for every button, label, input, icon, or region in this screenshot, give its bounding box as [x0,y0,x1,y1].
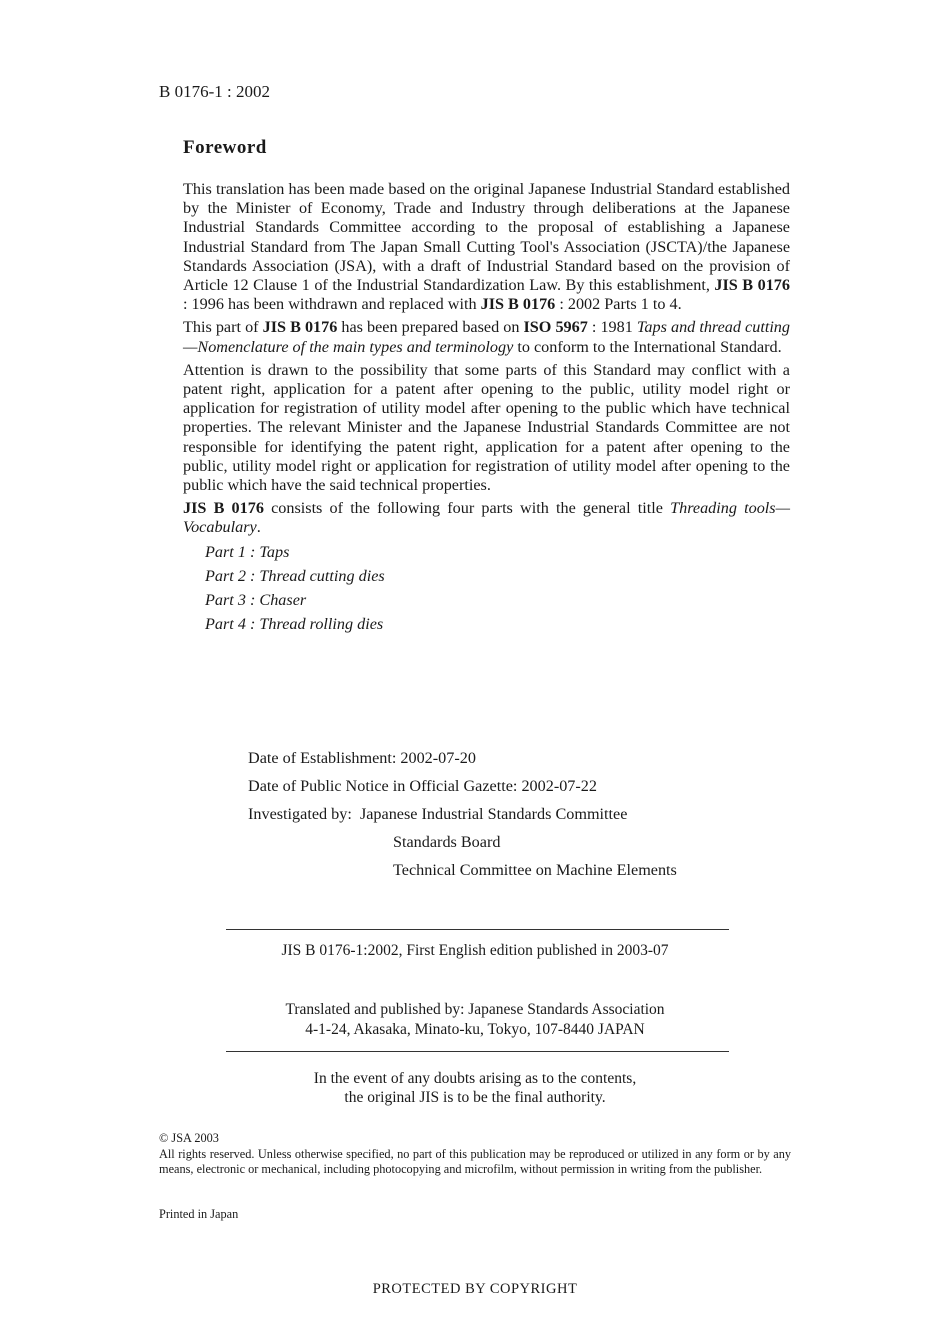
dates-block [248,748,677,888]
edition-line: JIS B 0176-1:2002, First English edition published in 2003-07 [281,942,669,959]
publisher-line-1: Translated and published by: Japanese Standards Association [285,1001,665,1018]
copyright-footer: PROTECTED BY COPYRIGHT [372,1281,578,1297]
foreword-paragraph-4 [183,499,790,537]
investigated-line-1: Japanese Industrial Standards Committee [359,805,628,823]
part-item-3: Part 3 : Chaser [205,590,307,609]
p1-text-b: : 1996 has been withdrawn and replaced with [183,295,481,314]
publisher-line-2: 4-1-24, Akasaka, Minato-ku, Tokyo, 107-8440 JAPAN [305,1021,645,1038]
p4-text-b: . [256,518,261,537]
gazette-date: Date of Public Notice in Official Gazette: 2002-07-22 [248,777,597,795]
authority-line-1: In the event of any doubts arising as to the contents, [313,1070,637,1087]
p1-text-a: This translation has been made based on the original Japanese Industrial Standard established by the Minister of Economy, Trade and Industry through deliberations at the Japanese Industrial Standards Committee according to the proposal of establishing a Japanese Industrial Standard from The Japan Small Cutting Tool's Association (JSCTA)/the Japanese Standards Association (JSA), with a draft of Industrial Standard based on the provision of Article 12 Clause 1 of the Industrial Standardization Law. By this establishment, [183,180,790,295]
investigated-line-3: Technical Committee on Machine Elements [393,861,677,879]
p2-italic-title: Taps and thread cutting—Nomenclature of the main types and terminology [183,318,790,356]
p1-ref-2: JIS B 0176 [480,295,556,314]
copyright-notice: All rights reserved. Unless otherwise specified, no part of this publication may be reproduced or utilized in any form or by any means, electronic or mechanical, including photocopying and microfilm, without permission in writing from the publisher. [159,1146,791,1176]
foreword-title: Foreword [183,137,267,158]
p4-italic-title: Threading tools—Vocabulary [183,499,790,537]
copyright-holder: © JSA 2003 [159,1131,219,1145]
establishment-date: Date of Establishment: 2002-07-20 [248,749,476,767]
investigated-by-row [248,804,677,832]
foreword-paragraph-1 [183,180,790,314]
printed-in: Printed in Japan [159,1207,239,1221]
part-item-1: Part 1 : Taps [205,542,290,561]
p4-ref: JIS B 0176 [183,499,264,518]
investigated-label: Investigated by: [248,805,352,823]
part-item-2: Part 2 : Thread cutting dies [205,566,385,585]
p2-text-a: This part of [183,318,263,337]
part-item-4: Part 4 : Thread rolling dies [205,614,384,633]
authority-line-2: the original JIS is to be the final authority. [344,1089,606,1106]
p1-text-c: : 2002 Parts 1 to 4. [555,295,682,314]
standard-code-header: B 0176-1 : 2002 [159,82,270,101]
p4-text-a: consists of the following four parts with the general title [263,499,671,518]
foreword-body [183,180,790,636]
p2-ref-2: ISO 5967 [523,318,588,337]
foreword-paragraph-3: Attention is drawn to the possibility that some parts of this Standard may conflict with a patent right, application for a patent after opening to the public, utility model right or application for registration of utility model after opening to the public which have technical properties. The relevant Minister and the Japanese Industrial Standards Committee are not responsible for identifying the patent right, application for a patent after opening to the public, utility model right or application for registration of utility model after opening to the public which have the said technical properties. [183,360,790,495]
copyright-block [159,1131,791,1178]
divider-bottom [226,1051,729,1052]
divider-top [226,929,729,930]
p2-text-c: : 1981 [587,318,637,337]
foreword-paragraph-2 [183,318,790,356]
p1-ref-1: JIS B 0176 [714,276,790,295]
p2-text-d: to conform to the International Standard. [513,337,782,356]
investigated-line-2: Standards Board [393,833,501,851]
p2-text-b: has been prepared based on [337,318,524,337]
p2-ref-1: JIS B 0176 [262,318,338,337]
parts-list [205,540,790,636]
